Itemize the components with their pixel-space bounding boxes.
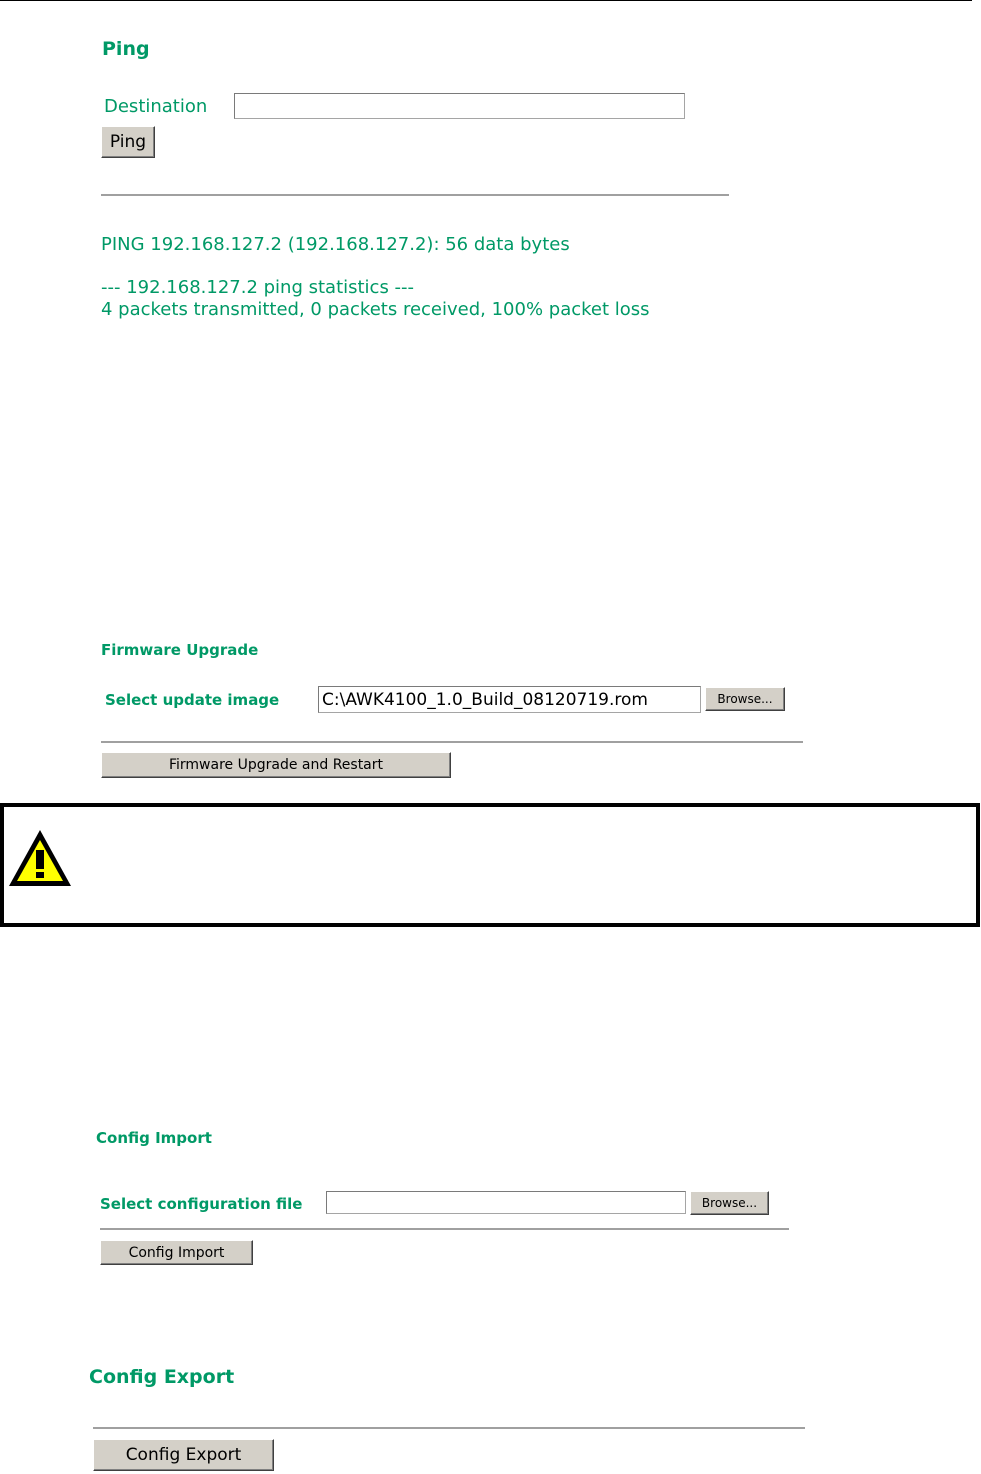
- destination-input[interactable]: [234, 93, 685, 119]
- ping-output-line-3: 4 packets transmitted, 0 packets received, 100% packet loss: [101, 299, 650, 320]
- warning-triangle-icon: [6, 827, 74, 889]
- config-import-button[interactable]: Config Import: [100, 1240, 253, 1265]
- ping-output-line-1: PING 192.168.127.2 (192.168.127.2): 56 data bytes: [101, 234, 570, 255]
- firmware-divider: [101, 741, 803, 743]
- config-import-title: Config Import: [96, 1129, 212, 1147]
- page-top-rule: [0, 0, 972, 1]
- select-configuration-file-label: Select configuration file: [100, 1195, 303, 1213]
- config-export-title: Config Export: [89, 1366, 235, 1388]
- update-image-input[interactable]: [318, 686, 701, 713]
- firmware-upgrade-restart-button[interactable]: Firmware Upgrade and Restart: [101, 752, 451, 778]
- ping-title: Ping: [102, 38, 150, 60]
- ping-button[interactable]: Ping: [101, 126, 155, 158]
- config-export-button[interactable]: Config Export: [93, 1439, 274, 1471]
- ping-divider: [101, 194, 729, 196]
- config-import-browse-button[interactable]: Browse...: [690, 1191, 769, 1215]
- select-update-image-label: Select update image: [105, 691, 280, 709]
- configuration-file-input[interactable]: [326, 1191, 686, 1214]
- ping-output-line-2: --- 192.168.127.2 ping statistics ---: [101, 277, 415, 298]
- firmware-browse-button[interactable]: Browse...: [705, 687, 785, 711]
- destination-label: Destination: [104, 96, 208, 117]
- firmware-title: Firmware Upgrade: [101, 641, 259, 659]
- config-import-divider: [100, 1228, 789, 1230]
- config-export-divider: [93, 1427, 805, 1429]
- warning-box: [0, 803, 980, 927]
